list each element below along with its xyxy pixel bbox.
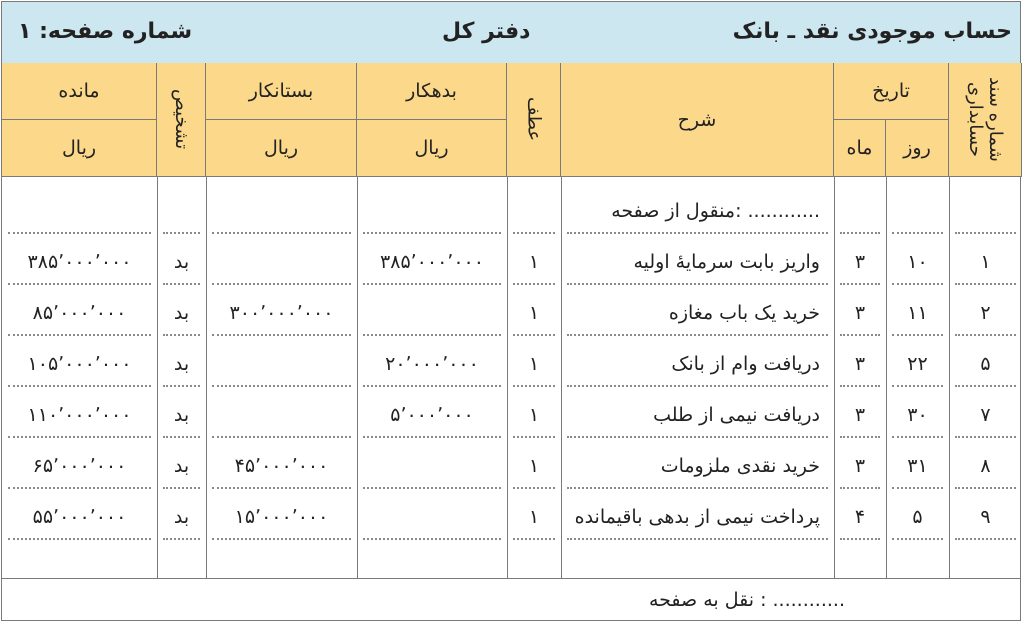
dotted-rule (567, 538, 828, 540)
header-description: شرح (561, 63, 834, 177)
dotted-rule (892, 538, 943, 540)
description-cell: دریافت وام از بانک (671, 353, 820, 375)
dotted-rule (212, 538, 351, 540)
dotted-rule (892, 385, 943, 387)
dotted-rule (513, 436, 555, 438)
dotted-rule (955, 487, 1016, 489)
dotted-rule (513, 385, 555, 387)
column-divider (561, 177, 562, 578)
month-cell: ۳ (854, 455, 866, 477)
doc-number-cell: ۱ (980, 251, 991, 273)
ledger-sheet (1, 1, 1021, 621)
dotted-rule (163, 334, 200, 336)
dotted-rule (840, 334, 880, 336)
ledger-title-bar (2, 2, 1020, 64)
dotted-rule (955, 334, 1016, 336)
ref-cell: ۱ (528, 251, 540, 273)
credit-cell: ۳۰۰٬۰۰۰٬۰۰۰ (229, 302, 334, 324)
dotted-rule (567, 232, 828, 234)
dotted-rule (163, 538, 200, 540)
dotted-rule (163, 232, 200, 234)
header-credit: بستانکار (206, 63, 357, 120)
dotted-rule (840, 283, 880, 285)
dotted-rule (567, 334, 828, 336)
debit-cell: ۳۸۵٬۰۰۰٬۰۰۰ (380, 251, 484, 273)
dotted-rule (513, 232, 555, 234)
account-title: حساب موجودی نقد ـ بانک (732, 19, 1012, 44)
header-balance: مانده (2, 63, 157, 120)
dotted-rule (163, 436, 200, 438)
dotted-rule (567, 385, 828, 387)
dotted-rule (363, 232, 501, 234)
dotted-rule (955, 283, 1016, 285)
dotted-rule (8, 283, 151, 285)
header-doc-no: شماره سند حسابداری (949, 63, 1022, 177)
dotted-rule (840, 436, 880, 438)
month-cell: ۳ (854, 251, 866, 273)
description-cell: دریافت نیمی از طلب (653, 404, 820, 426)
doc-number-cell: ۵ (980, 353, 991, 375)
dotted-rule (8, 538, 151, 540)
dotted-rule (840, 487, 880, 489)
header-debit: بدهکار (357, 63, 507, 120)
dotted-rule (955, 538, 1016, 540)
dotted-rule (363, 385, 501, 387)
dotted-rule (363, 436, 501, 438)
header-balance-currency: ریال (2, 120, 157, 177)
header-debit-currency: ریال (357, 120, 507, 177)
doc-number-cell: ۷ (980, 404, 991, 426)
status-cell: بد (173, 404, 190, 426)
dotted-rule (955, 436, 1016, 438)
dotted-rule (8, 232, 151, 234)
dotted-rule (513, 538, 555, 540)
page-number: شماره صفحه: ۱ (18, 19, 193, 44)
dotted-rule (892, 436, 943, 438)
dotted-rule (363, 334, 501, 336)
column-divider (357, 177, 358, 578)
dotted-rule (840, 385, 880, 387)
dotted-rule (363, 487, 501, 489)
dotted-rule (163, 283, 200, 285)
status-cell: بد (173, 353, 190, 375)
balance-cell: ۶۵٬۰۰۰٬۰۰۰ (32, 455, 127, 477)
book-title: دفتر کل (442, 19, 531, 44)
dotted-rule (212, 385, 351, 387)
dotted-rule (212, 283, 351, 285)
doc-number-cell: ۹ (980, 506, 991, 528)
header-day: روز (886, 120, 949, 177)
balance-cell: ۸۵٬۰۰۰٬۰۰۰ (32, 302, 127, 324)
credit-cell: ۴۵٬۰۰۰٬۰۰۰ (234, 455, 329, 477)
ledger-footer (2, 578, 1020, 620)
header-month: ماه (834, 120, 886, 177)
dotted-rule (8, 334, 151, 336)
debit-cell: ۲۰٬۰۰۰٬۰۰۰ (385, 353, 479, 375)
dotted-rule (363, 283, 501, 285)
dotted-rule (567, 436, 828, 438)
balance-cell: ۱۱۰٬۰۰۰٬۰۰۰ (27, 404, 132, 426)
dotted-rule (163, 487, 200, 489)
status-cell: بد (173, 455, 190, 477)
dotted-rule (840, 538, 880, 540)
carried-to-text: نقل به صفحه : ............ (648, 589, 845, 611)
ref-cell: ۱ (528, 455, 540, 477)
description-cell: خرید نقدی ملزومات (660, 455, 820, 477)
ref-cell: ۱ (528, 302, 540, 324)
status-cell: بد (173, 302, 190, 324)
doc-number-cell: ۸ (980, 455, 991, 477)
dotted-rule (163, 385, 200, 387)
dotted-rule (892, 232, 943, 234)
header-date: تاریخ (834, 63, 949, 120)
description-cell: خرید یک باب مغازه (668, 302, 820, 324)
month-cell: ۴ (854, 506, 866, 528)
day-cell: ۱۱ (907, 302, 928, 324)
month-cell: ۳ (854, 404, 866, 426)
header-status: تشخیص (157, 63, 206, 177)
header-credit-currency: ریال (206, 120, 357, 177)
day-cell: ۱۰ (907, 251, 928, 273)
dotted-rule (892, 283, 943, 285)
day-cell: ۲۲ (907, 353, 928, 375)
dotted-rule (840, 232, 880, 234)
dotted-rule (513, 334, 555, 336)
ref-cell: ۱ (528, 506, 540, 528)
day-cell: ۳۱ (907, 455, 928, 477)
dotted-rule (567, 283, 828, 285)
description-cell: پرداخت نیمی از بدهی باقیمانده (574, 506, 820, 528)
dotted-rule (212, 487, 351, 489)
dotted-rule (363, 538, 501, 540)
dotted-rule (513, 283, 555, 285)
dotted-rule (892, 334, 943, 336)
doc-number-cell: ۲ (980, 302, 991, 324)
dotted-rule (513, 487, 555, 489)
dotted-rule (955, 232, 1016, 234)
dotted-rule (892, 487, 943, 489)
day-cell: ۵ (912, 506, 923, 528)
header-ref: عطف (507, 63, 561, 177)
status-cell: بد (173, 251, 190, 273)
debit-cell: ۵٬۰۰۰٬۰۰۰ (390, 404, 474, 426)
carried-from-text: منقول از صفحه: ............ (611, 200, 820, 222)
month-cell: ۳ (854, 302, 866, 324)
dotted-rule (8, 385, 151, 387)
dotted-rule (8, 436, 151, 438)
dotted-rule (567, 487, 828, 489)
description-cell: واریز بابت سرمایهٔ اولیه (633, 251, 820, 273)
balance-cell: ۱۰۵٬۰۰۰٬۰۰۰ (27, 353, 132, 375)
dotted-rule (212, 232, 351, 234)
ref-cell: ۱ (528, 353, 540, 375)
credit-cell: ۱۵٬۰۰۰٬۰۰۰ (234, 506, 329, 528)
dotted-rule (955, 385, 1016, 387)
balance-cell: ۳۸۵٬۰۰۰٬۰۰۰ (27, 251, 132, 273)
balance-cell: ۵۵٬۰۰۰٬۰۰۰ (32, 506, 127, 528)
status-cell: بد (173, 506, 190, 528)
day-cell: ۳۰ (907, 404, 928, 426)
dotted-rule (212, 334, 351, 336)
month-cell: ۳ (854, 353, 866, 375)
ref-cell: ۱ (528, 404, 540, 426)
dotted-rule (212, 436, 351, 438)
dotted-rule (8, 487, 151, 489)
